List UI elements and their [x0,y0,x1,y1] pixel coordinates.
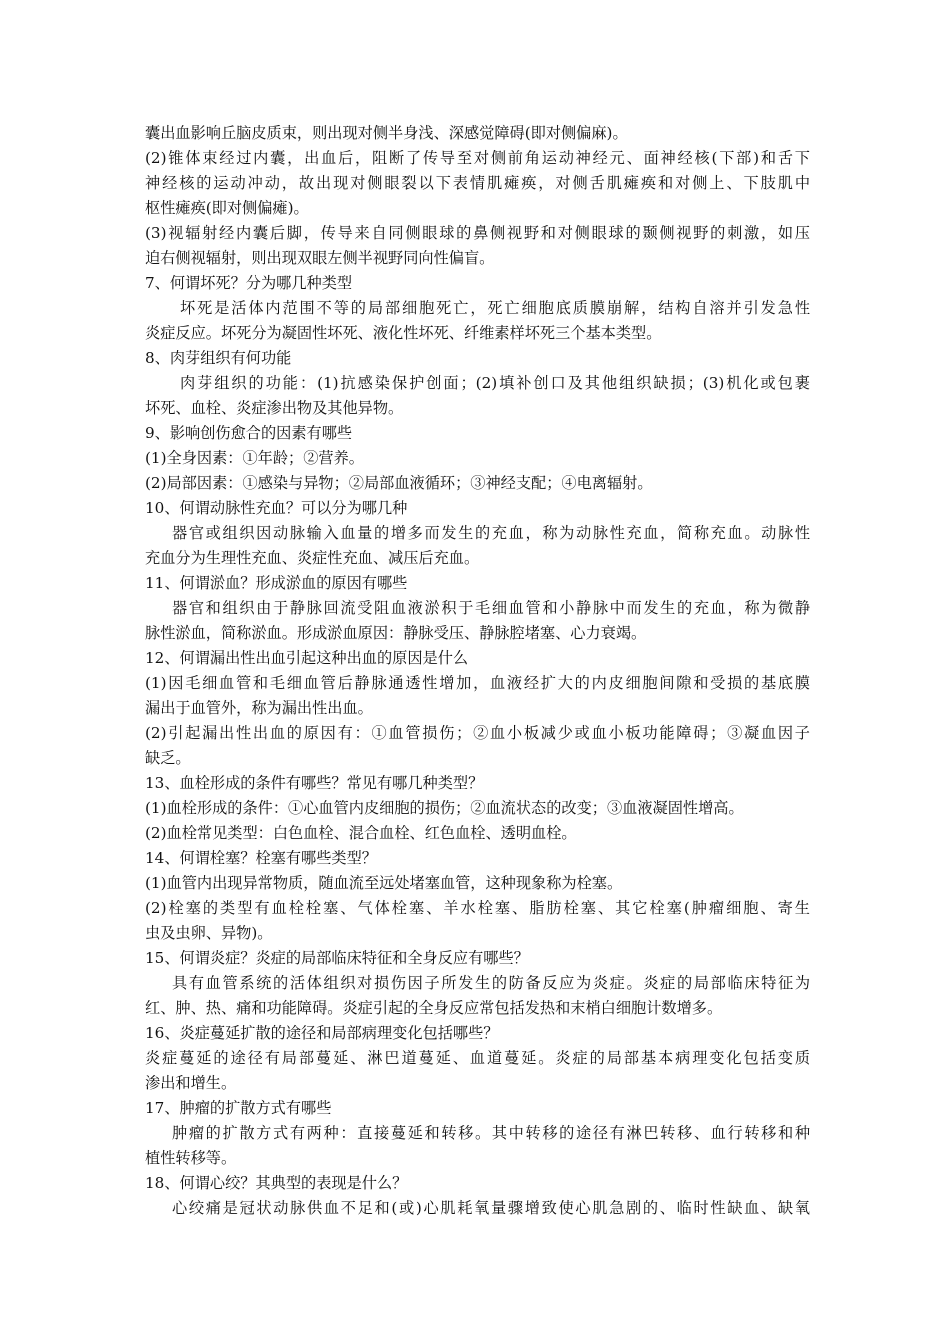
text-line: 炎症反应。坏死分为凝固性坏死、液化性坏死、纤维素样坏死三个基本类型。 [145,324,662,342]
text-line: 脉性淤血，简称淤血。形成淤血原因：静脉受压、静脉腔堵塞、心力衰竭。 [145,624,647,642]
section-heading: 10、何谓动脉性充血？可以分为哪几种 [145,499,408,517]
text-line: 心绞痛是冠状动脉供血不足和(或)心肌耗氧量骤增致使心肌急剧的、临时性缺血、缺氧 [172,1199,810,1217]
text-line: 神经核的运动冲动，故出现对侧眼裂以下表情肌瘫痪，对侧舌肌瘫痪和对侧上、下肢肌中 [145,174,810,192]
text-line: 坏死、血栓、炎症渗出物及其他异物。 [145,399,404,417]
section-heading: 13、血栓形成的条件有哪些？常见有哪几种类型？ [145,774,484,792]
text-line: 红、肿、热、痛和功能障碍。炎症引起的全身反应常包括发热和末梢白细胞计数增多。 [145,999,723,1017]
text-line: (3)视辐射经内囊后脚，传导来自同侧眼球的鼻侧视野和对侧眼球的颞侧视野的刺激，如压 [145,224,810,242]
text-line: (2)血栓常见类型：白色血栓、混合血栓、红色血栓、透明血栓。 [145,824,577,842]
section-heading: 17、肿瘤的扩散方式有哪些 [145,1099,332,1117]
text-line: 虫及虫卵、异物)。 [145,924,273,942]
text-line: (1)因毛细血管和毛细血管后静脉通透性增加，血液经扩大的内皮细胞间隙和受损的基底膜 [145,674,810,692]
text-line: (1)血管内出现异常物质，随血流至远处堵塞血管，这种现象称为栓塞。 [145,874,623,892]
section-heading: 12、何谓漏出性出血引起这种出血的原因是什么 [145,649,469,667]
text-line: (1)血栓形成的条件：①心血管内皮细胞的损伤；②血流状态的改变；③血液凝固性增高。 [145,799,744,817]
text-line: 迫右侧视辐射，则出现双眼左侧半视野同向性偏盲。 [145,249,495,267]
section-heading: 9、影响创伤愈合的因素有哪些 [145,424,353,442]
text-line: 器官和组织由于静脉回流受阻血液淤积于毛细血管和小静脉中而发生的充血，称为微静 [172,599,810,617]
text-line: 囊出血影响丘脑皮质束，则出现对侧半身浅、深感觉障碍(即对侧偏麻)。 [145,124,628,142]
section-heading: 11、何谓淤血？形成淤血的原因有哪些 [145,574,408,592]
text-line: (2)栓塞的类型有血栓栓塞、气体栓塞、羊水栓塞、脂肪栓塞、其它栓塞(肿瘤细胞、寄生 [145,899,810,917]
text-line: 枢性瘫痪(即对侧偏瘫)。 [145,199,309,217]
section-heading: 16、炎症蔓延扩散的途径和局部病理变化包括哪些？ [145,1024,499,1042]
text-line: (1)全身因素：①年龄；②营养。 [145,449,364,467]
text-line: 肉芽组织的功能：(1)抗感染保护创面；(2)填补创口及其他组织缺损；(3)机化或包裹 [180,374,810,392]
text-line: (2)锥体束经过内囊，出血后，阻断了传导至对侧前角运动神经元、面神经核(下部)和舌下 [145,149,810,167]
text-line: 坏死是活体内范围不等的局部细胞死亡，死亡细胞底质膜崩解，结构自溶并引发急性 [180,299,810,317]
text-line: 具有血管系统的活体组织对损伤因子所发生的防备反应为炎症。炎症的局部临床特征为 [172,974,810,992]
section-heading: 14、何谓栓塞？栓塞有哪些类型？ [145,849,377,867]
text-line: 渗出和增生。 [145,1074,237,1092]
section-heading: 18、何谓心绞？其典型的表现是什么？ [145,1174,408,1192]
text-line: 漏出于血管外，称为漏出性出血。 [145,699,373,717]
text-line: 缺乏。 [145,749,191,767]
text-line: 器官或组织因动脉输入血量的增多而发生的充血，称为动脉性充血，简称充血。动脉性 [172,524,810,542]
section-heading: 15、何谓炎症？炎症的局部临床特征和全身反应有哪些？ [145,949,529,967]
text-line: 充血分为生理性充血、炎症性充血、减压后充血。 [145,549,480,567]
section-heading: 8、肉芽组织有何功能 [145,349,292,367]
section-heading: 7、何谓坏死？分为哪几种类型 [145,274,353,292]
text-line: (2)引起漏出性出血的原因有：①血管损伤；②血小板减少或血小板功能障碍；③凝血因子 [145,724,810,742]
text-line: 肿瘤的扩散方式有两种：直接蔓延和转移。其中转移的途径有淋巴转移、血行转移和种 [172,1124,810,1142]
text-line: 炎症蔓延的途径有局部蔓延、淋巴道蔓延、血道蔓延。炎症的局部基本病理变化包括变质 [145,1049,810,1067]
text-line: 植性转移等。 [145,1149,237,1167]
text-line: (2)局部因素：①感染与异物；②局部血液循环；③神经支配；④电离辐射。 [145,474,653,492]
